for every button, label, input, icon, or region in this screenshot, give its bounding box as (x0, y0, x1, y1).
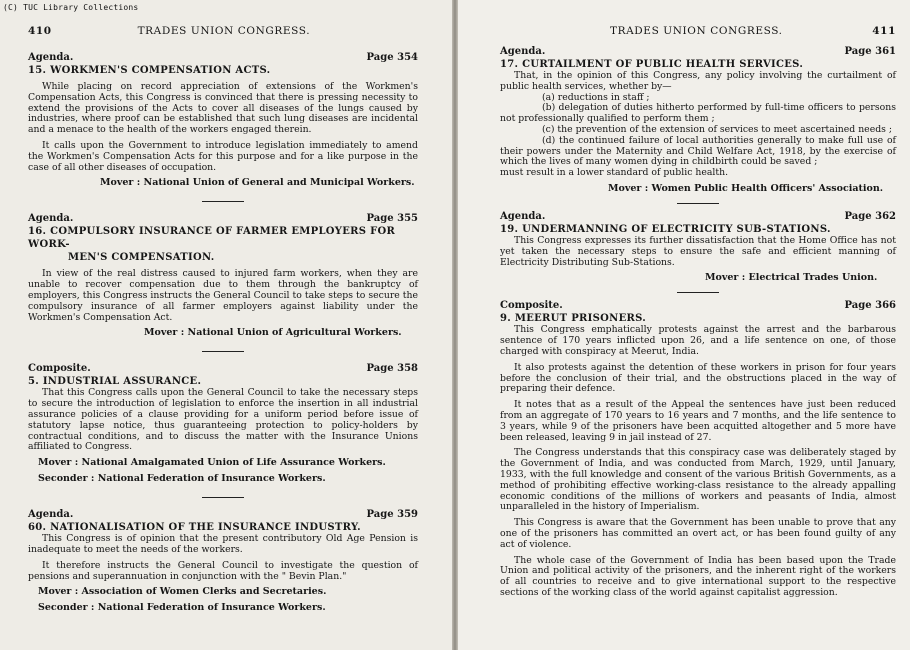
mover: Mover : National Union of General and Municipal Workers. (100, 177, 415, 189)
resolution-text: The whole case of the Government of India has been based upon the Trade Union and political activity of the prisoners, and the inherent right of the workers of all countries to receive and to give international support to the respective sections of the working class of the world against capitalist aggression. (500, 554, 896, 598)
running-title: TRADES UNION CONGRESS. (137, 25, 311, 37)
resolution-15 (28, 51, 418, 189)
left-page (0, 0, 452, 650)
right-running-head (500, 25, 896, 37)
running-title: TRADES UNION CONGRESS. (610, 25, 783, 37)
resolution-title-line-1: 16. COMPULSORY INSURANCE OF FARMER EMPLOYERS FOR WORK- (28, 226, 396, 251)
resolution-text: The Congress understands that this conspiracy case was deliberately staged by the Government of India, and was conducted from March, 1929, until January, 1933, with the full knowledge and consent of the various British Governments, as a method of prohibiting effective working-class resistance to the already appalling economic conditions of the millions of workers and peasants of India, almost unparalleled in the history of Imperialism. (500, 447, 896, 513)
resolution-5 (28, 362, 418, 485)
mover: Mover : National Amalgamated Union of Life Assurance Workers. (38, 457, 386, 469)
resolution-title (28, 225, 418, 264)
source-label: Agenda. (500, 210, 546, 222)
page-ref: Page 354 (366, 52, 418, 63)
seconder: Seconder : National Federation of Insurance Workers. (38, 473, 326, 485)
page-ref: Page 358 (366, 363, 418, 375)
source-label: Agenda. (28, 52, 74, 63)
resolution-title: 19. UNDERMANNING OF ELECTRICITY SUB-STATIONS. (500, 223, 831, 235)
section-divider (202, 497, 244, 498)
resolution-text: It also protests against the detention of these workers in prison for four years before the conclusion of their trial, and the obstructions placed in the way of preparing their defence. (500, 361, 896, 395)
page-ref: Page 355 (366, 213, 418, 225)
resolution-text: It notes that as a result of the Appeal the sentences have just been reduced from an aggregate of 170 years to 16 years and 7 months, and the life sentence to 3 years, while 9 of the prisoners have been acquitted altogether and 5 more have been released, leaving 9 in jail instead of 27. (500, 399, 896, 443)
copyright-watermark: (C) TUC Library Collections (3, 3, 139, 12)
resolution-title: 17. CURTAILMENT OF PUBLIC HEALTH SERVICES. (500, 59, 804, 70)
list-item: (d) the continued failure of local authorities generally to make full use of their powers under the Maternity and Child Welfare Act, 1918, by the exercise of which the lives of many women dying in childbirth could be saved ; (500, 134, 896, 168)
resolution-title-line-2: MEN'S COMPENSATION. (68, 252, 215, 264)
resolution-title: 15. WORKMEN'S COMPENSATION ACTS. (28, 65, 271, 76)
section-divider (202, 201, 244, 202)
page-ref: Page 366 (844, 300, 896, 312)
page-ref: Page 359 (366, 509, 418, 521)
resolution-19 (500, 210, 896, 284)
resolution-text: This Congress expresses its further dissatisfaction that the Home Office has not yet taken the necessary steps to ensure the safe and efficient manning of Electricity Distributing Sub-Stations. (500, 234, 896, 268)
mover: Mover : Women Public Health Officers' Association. (608, 182, 884, 194)
resolution-text: It calls upon the Government to introduce legislation immediately to amend the Workmen's Compensation Acts for this purpose and for a like purpose in the case of all other diseases of occupation. (28, 139, 418, 173)
resolution-text: It therefore instructs the General Council to investigate the question of pensions and superannuation in conjunction with the " Bevin Plan." (28, 559, 418, 582)
resolution-text: That this Congress calls upon the General Council to take the necessary steps to secure the introduction of legislation to enforce the insertion in all industrial assurance policies of a clause providing for a uniform period before issue of statutory lapse notice, thus guaranteeing protection to policy-holders by contractual conditions, and to discuss the matter with the Insurance Unions affiliated to Congress. (28, 387, 418, 453)
section-divider (677, 292, 719, 293)
list-item: (b) delegation of duties hitherto performed by full-time officers to persons not professionally qualified to perform them ; (500, 102, 896, 125)
mover: Mover : National Union of Agricultural Workers. (144, 327, 402, 339)
resolution-title: 5. INDUSTRIAL ASSURANCE. (28, 376, 202, 388)
section-divider (677, 203, 719, 204)
source-label: Composite. (28, 363, 91, 375)
source-label: Agenda. (28, 213, 74, 225)
seconder: Seconder : National Federation of Insurance Workers. (38, 602, 326, 614)
left-running-head (28, 25, 418, 37)
resolution-60 (28, 508, 418, 614)
source-label: Composite. (500, 300, 563, 312)
resolution-9 (500, 299, 896, 598)
right-page (458, 0, 910, 650)
resolution-text: This Congress emphatically protests against the arrest and the barbarous sentence of 170 years inflicted upon 26, and a life sentence on one, of those charged with conspiracy at Meerut, India. (500, 324, 896, 357)
resolution-text: This Congress is aware that the Government has been unable to prove that any one of the prisoners has committed an overt act, or has been found guilty of any act of violence. (500, 517, 896, 550)
source-label: Agenda. (28, 509, 74, 521)
resolution-text: This Congress is of opinion that the present contributory Old Age Pension is inadequate to meet the needs of the workers. (28, 533, 418, 555)
page-ref: Page 361 (844, 46, 896, 57)
resolution-17 (500, 45, 896, 195)
resolution-title: 9. MEERUT PRISONERS. (500, 313, 647, 325)
page-number: 410 (28, 25, 52, 37)
resolution-text: In view of the real distress caused to injured farm workers, when they are unable to recover compensation due to them through the bankruptcy of employers, this Congress instructs the General Council to take steps to secure the compulsory insurance of all farmer employers against liability under the Workmen's Compensation Act. (28, 268, 418, 323)
resolution-16 (28, 212, 418, 339)
resolution-text: must result in a lower standard of public health. (500, 167, 729, 179)
section-divider (202, 351, 244, 352)
mover: Mover : Association of Women Clerks and Secretaries. (38, 586, 327, 598)
resolution-title: 60. NATIONALISATION OF THE INSURANCE INDUSTRY. (28, 522, 361, 534)
mover: Mover : Electrical Trades Union. (705, 272, 878, 284)
page-number: 411 (872, 25, 896, 37)
source-label: Agenda. (500, 46, 546, 57)
list-item: (a) reductions in staff ; (542, 91, 650, 103)
list-item: (c) the prevention of the extension of services to meet ascertained needs ; (542, 123, 892, 135)
resolution-text: While placing on record appreciation of extensions of the Workmen's Compensation Acts, this Congress is convinced that there is pressing necessity to extend the provisions of the Acts to cover all diseases of the lungs caused by industries, where proof can be established that such lung diseases are incidental and a menace to the health of the workers engaged therein. (28, 81, 418, 136)
page-ref: Page 362 (844, 210, 896, 222)
resolution-text: That, in the opinion of this Congress, any policy involving the curtailment of public health services, whether by— (500, 70, 896, 92)
